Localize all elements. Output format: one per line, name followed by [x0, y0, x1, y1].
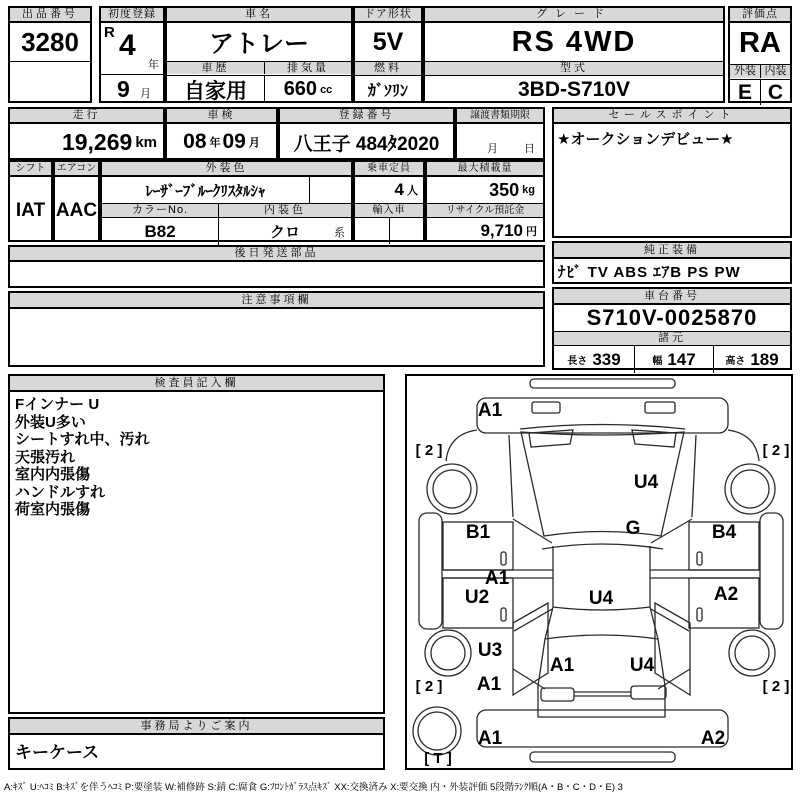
door-shape-label: ドア形状: [355, 8, 421, 23]
capacity-value: 4: [394, 180, 404, 199]
right-front-door-handle: [697, 552, 702, 565]
width-value: 147: [667, 349, 696, 369]
deadline-day-unit: 日: [524, 143, 535, 155]
front-right-corner: [728, 430, 759, 461]
rear-right-wheel-inner: [735, 636, 769, 670]
interior-color-label: 内装色: [218, 204, 351, 217]
inspector-note-line: シートすれ中、汚れ: [15, 431, 150, 448]
reg-year: 4: [119, 29, 136, 62]
equipment-label: 純正装備: [554, 243, 790, 259]
import-car-cell-2: [389, 218, 423, 244]
damage-mark: B1: [465, 522, 491, 543]
capacity-box: [353, 160, 425, 242]
model-code-label: 型式: [425, 61, 723, 75]
right-a-pillar: [692, 435, 696, 517]
recycle-deposit-unit: 円: [526, 226, 537, 238]
interior-color-value: クロ: [270, 224, 301, 241]
tread-depth-label: [ 2 ]: [415, 442, 443, 459]
car-name-label: 車名: [167, 8, 351, 23]
windshield: [521, 432, 684, 536]
inspection-label: 車検: [167, 109, 276, 124]
inspector-note-line: 室内内張傷: [15, 466, 91, 483]
history-value: 自家用: [167, 75, 264, 103]
aircon-box: [53, 160, 100, 242]
grade-box: [423, 6, 725, 103]
import-car-label: 輸入車: [355, 203, 423, 217]
tread-depth-label: [ 2 ]: [762, 442, 790, 459]
damage-mark: A2: [700, 728, 726, 749]
length-label: 長さ: [567, 356, 588, 367]
right-sill-strip: [760, 513, 783, 629]
lot-number-label: 出品番号: [10, 8, 90, 23]
equipment-value: ﾅﾋﾞ TV ABS ｴｱB PS PW: [558, 264, 741, 281]
damage-mark: U4: [588, 588, 614, 609]
spare-tire-inner: [418, 712, 456, 750]
transfer-deadline-label: 譲渡書類期限: [457, 109, 543, 124]
reg-month: 9: [117, 76, 130, 102]
front-panel: [477, 398, 728, 433]
front-right-fold: [651, 519, 692, 543]
transfer-deadline-box: [455, 107, 545, 160]
exterior-color-label: 外装色: [102, 162, 351, 177]
damage-mark: B4: [711, 522, 737, 543]
inspector-note-line: ハンドルすれ: [15, 483, 106, 501]
height-value: 189: [750, 349, 779, 369]
rear-window-curve: [545, 635, 658, 639]
inspector-note-line: 外装U多い: [15, 413, 86, 431]
front-panel-left-rect: [532, 402, 560, 413]
dimensions-label: 諸元: [554, 331, 790, 345]
left-front-door-handle: [501, 552, 506, 565]
equipment-box: [552, 241, 792, 284]
lot-number-empty: [10, 61, 90, 104]
front-left-fold: [513, 519, 552, 543]
displacement-unit: cc: [320, 83, 333, 96]
capacity-label: 乗車定員: [355, 162, 423, 177]
max-load-label: 最大積載量: [427, 162, 543, 177]
chassis-number-label: 車台番号: [554, 289, 790, 305]
first-registration-label: 初度登録: [101, 8, 163, 23]
era-code: R: [104, 24, 115, 41]
fuel-value: ｶﾞｿﾘﾝ: [355, 75, 421, 103]
office-notice-value: キーケース: [15, 743, 100, 762]
tread-depth-label: [ T ]: [424, 750, 452, 767]
later-parts-label: 後日発送部品: [10, 247, 543, 262]
inspection-year-unit: 年: [209, 137, 221, 149]
lot-number-box: [8, 6, 92, 103]
color-no-label: カラーNo.: [102, 204, 218, 217]
right-sill-band: [650, 570, 759, 578]
wiper-arc: [520, 425, 685, 430]
rear-bumper: [477, 710, 728, 747]
door-shape-value: 5V: [372, 27, 404, 56]
rear-upper-folds: [514, 609, 689, 631]
height-label: 高さ: [725, 356, 746, 367]
damage-mark: A1: [549, 655, 575, 676]
office-notice-box: [8, 717, 385, 770]
inspection-month-unit: 月: [248, 137, 260, 149]
shift-box: [8, 160, 53, 242]
mileage-value: 19,269: [61, 128, 133, 155]
cowl-band: [542, 544, 663, 549]
color-no-value: B82: [144, 221, 176, 241]
exterior-color-extra-cell: [309, 177, 351, 203]
lot-number-value: 3280: [21, 26, 79, 57]
door-fuel-box: [353, 6, 423, 103]
inspection-box: [165, 107, 278, 160]
damage-mark: G: [625, 518, 641, 539]
capacity-unit: 人: [407, 185, 418, 197]
left-a-pillar: [509, 435, 513, 517]
score-label: 評価点: [730, 8, 790, 23]
deadline-month-unit: 月: [487, 143, 498, 155]
damage-mark: U2: [464, 587, 490, 608]
interior-grade: C: [760, 80, 790, 105]
car-name-value: アトレー: [208, 30, 309, 58]
left-rear-door-handle: [501, 608, 506, 621]
rear-right-wheel: [729, 630, 775, 676]
rear-left-wheel-inner: [431, 636, 465, 670]
damage-mark: A1: [477, 728, 503, 749]
later-parts-value: [10, 262, 543, 288]
year-unit: 年: [148, 59, 159, 71]
load-recycle-box: [425, 160, 545, 242]
car-name-box: [165, 6, 353, 103]
rear-window-sides: [545, 607, 658, 639]
length-value: 339: [592, 349, 621, 369]
damage-diagram-box: [405, 374, 793, 770]
chassis-number-value: S710V-0025870: [586, 305, 758, 330]
registration-number-box: [278, 107, 455, 160]
first-registration-month-cell: [101, 74, 163, 104]
mileage-box: [8, 107, 165, 160]
aircon-value: AAC: [55, 199, 98, 221]
inspection-year: 08: [183, 130, 207, 153]
registration-number-value: 八王子 484ﾀ2020: [293, 133, 440, 155]
spare-tire: [413, 707, 461, 755]
damage-mark: A1: [484, 568, 510, 589]
month-unit: 月: [140, 88, 151, 100]
exterior-label: 外装: [730, 65, 760, 78]
damage-mark: U3: [477, 640, 503, 661]
displacement-value: 660: [283, 78, 318, 100]
front-right-wheel-inner: [731, 470, 769, 508]
caution-value: [10, 309, 543, 367]
fuel-label: 燃料: [355, 61, 421, 75]
damage-mark: U4: [629, 655, 655, 676]
car-diagram: [407, 376, 791, 768]
front-left-wheel-inner: [433, 470, 471, 508]
shift-label: シフト: [10, 162, 51, 177]
aircon-label: エアコン: [55, 162, 98, 177]
inspector-note-line: 天張汚れ: [15, 448, 76, 466]
score-value: RA: [739, 27, 781, 59]
grade-value: RS 4WD: [511, 25, 637, 58]
max-load-unit: kg: [522, 184, 535, 196]
interior-label: 内装: [760, 65, 790, 78]
plate-lamp-left: [541, 688, 574, 701]
score-box: [728, 6, 792, 103]
office-notice-label: 事務局よりご案内: [10, 719, 383, 735]
front-left-corner: [446, 430, 477, 461]
inspector-note-line: 荷室内張傷: [15, 501, 91, 518]
rear-bottom-strip: [530, 752, 675, 762]
import-car-cell-1: [355, 218, 389, 244]
exterior-grade: E: [737, 80, 752, 104]
displacement-label: 排気量: [264, 61, 351, 74]
rear-left-wheel: [425, 630, 471, 676]
sales-point-box: [552, 107, 792, 238]
recycle-deposit-value: 9,710: [480, 221, 523, 240]
sales-point-value: ★オークションデビュー★: [557, 131, 734, 148]
grade-label: グレード: [425, 8, 723, 23]
inspector-notes-label: 検査員記入欄: [10, 376, 383, 392]
damage-mark: A2: [713, 584, 739, 605]
exterior-color-value: ﾚｰｻﾞｰﾌﾞﾙｰｸﾘｽﾀﾙｼｬ: [145, 182, 266, 200]
history-label: 車歴: [167, 61, 264, 74]
later-parts-box: [8, 245, 545, 288]
inspector-note-line: Fインナー U: [15, 396, 100, 413]
caution-box: [8, 291, 545, 367]
interior-color-suffix: 系: [334, 227, 345, 239]
sales-point-label: セールスポイント: [554, 109, 790, 124]
chassis-box: [552, 287, 792, 370]
first-registration-box: [99, 6, 165, 103]
recycle-deposit-label: リサイクル預託金: [427, 203, 543, 217]
legend-text: A:ｷｽﾞ U:ﾍｺﾐ B:ｷｽﾞを伴うﾍｺﾐ P:要塗装 W:補修跡 S:錆 C:腐食 G:ﾌﾛﾝﾄｶﾞﾗｽ点ｷｽﾞ XX:交換済み X:要交換 内・外装評価 5段階ﾗﾝｸ順(A・B・C・D・E) 3: [4, 782, 623, 793]
registration-number-label: 登録番号: [280, 109, 453, 124]
damage-mark: U4: [633, 472, 659, 493]
inspector-notes-box: [8, 374, 385, 714]
damage-mark: A1: [477, 400, 503, 421]
color-box: [100, 160, 353, 242]
front-top-strip: [530, 379, 675, 388]
inspection-month: 09: [222, 130, 246, 153]
plate-bar: [574, 692, 631, 696]
right-rear-door-handle: [697, 608, 702, 621]
front-left-wheel: [427, 464, 477, 514]
first-registration-year-cell: [101, 23, 163, 74]
front-right-wheel: [725, 464, 775, 514]
right-quarter-panel: [655, 603, 690, 695]
front-panel-right-rect: [645, 402, 675, 413]
tread-depth-label: [ 2 ]: [762, 678, 790, 695]
left-quarter-panel: [513, 603, 548, 695]
caution-label: 注意事項欄: [10, 293, 543, 309]
width-label: 幅: [652, 356, 663, 367]
model-code-value: 3BD-S710V: [425, 75, 723, 103]
shift-value: IAT: [15, 199, 46, 221]
tread-depth-label: [ 2 ]: [415, 678, 443, 695]
left-sill-strip: [419, 513, 442, 629]
mileage-label: 走行: [10, 109, 163, 124]
max-load-value: 350: [489, 179, 520, 200]
damage-mark: A1: [476, 674, 502, 695]
mileage-unit: km: [135, 133, 157, 151]
